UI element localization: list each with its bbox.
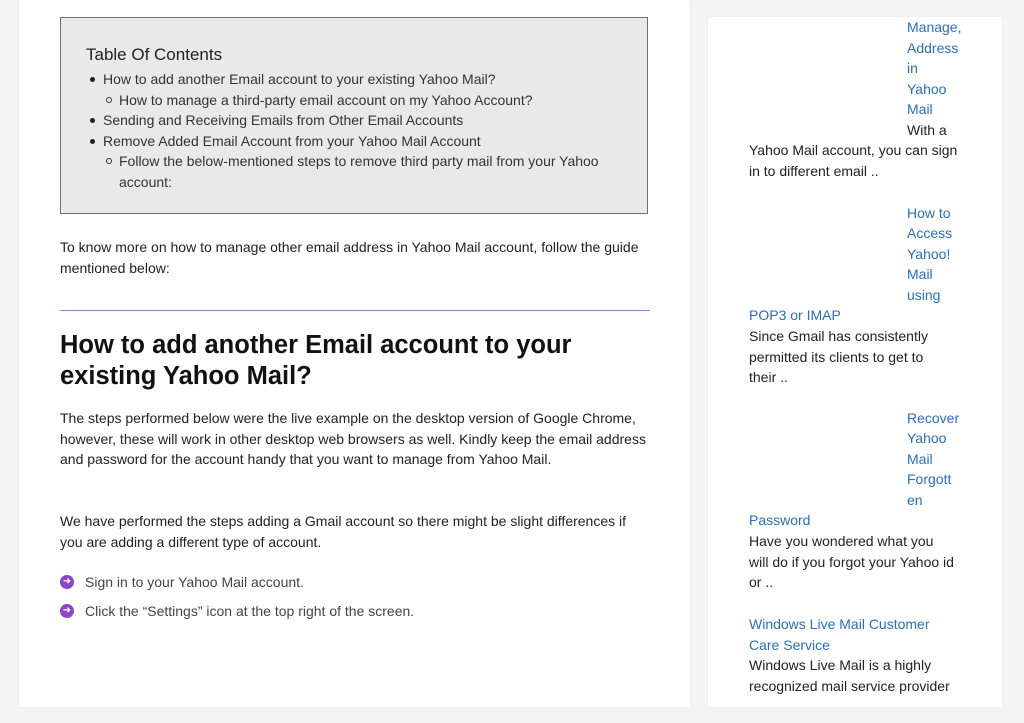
arrow-circle-icon: ➜ <box>60 604 74 618</box>
related-post-link[interactable]: Yahoo <box>907 81 947 97</box>
related-post-link[interactable]: Yahoo! <box>907 246 951 262</box>
related-post-link[interactable]: Mail <box>907 266 933 282</box>
section-divider <box>60 310 650 311</box>
related-post-excerpt: With a <box>907 122 947 138</box>
toc-title: Table Of Contents <box>86 45 223 64</box>
related-post-link[interactable]: in <box>907 60 918 76</box>
body-paragraph: The steps performed below were the live example on the desktop version of Google Chrome, however, these will work in other desktop web browsers as well. Kindly keep the email address and password for the account handy that you want to manage from Yahoo Mail. <box>60 410 646 468</box>
arrow-circle-icon: ➜ <box>60 575 74 589</box>
related-post-link[interactable]: en <box>907 492 923 508</box>
related-post-link[interactable]: Mail <box>907 451 933 467</box>
toc-item-add-account[interactable]: How to add another Email account to your existing Yahoo Mail? <box>103 69 625 90</box>
related-post-excerpt: Windows Live Mail is a highly recognized mail service provider <box>749 657 950 694</box>
related-post-link[interactable]: Windows Live Mail Customer Care Service <box>749 616 930 653</box>
section-heading: How to add another Email account to your existing Yahoo Mail? <box>60 331 572 390</box>
toc-item-manage-third-party[interactable]: How to manage a third-party email account on my Yahoo Account? <box>119 90 625 111</box>
toc-item-sending-receiving[interactable]: Sending and Receiving Emails from Other Email Accounts <box>103 110 625 131</box>
related-post-link[interactable]: How to <box>907 205 951 221</box>
related-post-link[interactable]: Manage, <box>907 19 962 35</box>
step-item <box>60 572 414 592</box>
related-post-link[interactable]: Access <box>907 225 953 241</box>
toc-item-remove-account[interactable]: Remove Added Email Account from your Yahoo Mail Account <box>103 131 625 152</box>
steps-list <box>60 572 414 630</box>
step-text: Sign in to your Yahoo Mail account. <box>85 574 304 590</box>
related-post-link[interactable]: Yahoo <box>907 430 947 446</box>
related-post-link[interactable]: using <box>907 287 941 303</box>
toc-list <box>103 69 625 192</box>
step-item <box>60 601 414 621</box>
related-post-excerpt: Have you wondered what you will do if you forgot your Yahoo id or .. <box>749 533 954 590</box>
related-post-link[interactable]: Mail <box>907 101 933 117</box>
related-post-link[interactable]: Password <box>749 512 811 528</box>
related-post-link[interactable]: POP3 or IMAP <box>749 307 841 323</box>
related-post-link[interactable]: Address <box>907 40 959 56</box>
related-post-excerpt: Since Gmail has consistently permitted its clients to get to their .. <box>749 328 928 385</box>
intro-paragraph: To know more on how to manage other email address in Yahoo Mail account, follow the guide mentioned below: <box>60 239 639 276</box>
body-paragraph: We have performed the steps adding a Gmail account so there might be slight differences if you are adding a different type of account. <box>60 513 627 550</box>
toc-item-remove-steps[interactable]: Follow the below-mentioned steps to remove third party mail from your Yahoo account: <box>119 151 625 192</box>
related-post-link[interactable]: Forgott <box>907 471 952 487</box>
step-text: Click the “Settings” icon at the top right of the screen. <box>85 603 415 619</box>
related-post-excerpt: Yahoo Mail account, you can sign in to different email .. <box>749 142 958 179</box>
related-post-link[interactable]: Recover <box>907 410 960 426</box>
table-of-contents <box>60 17 648 214</box>
